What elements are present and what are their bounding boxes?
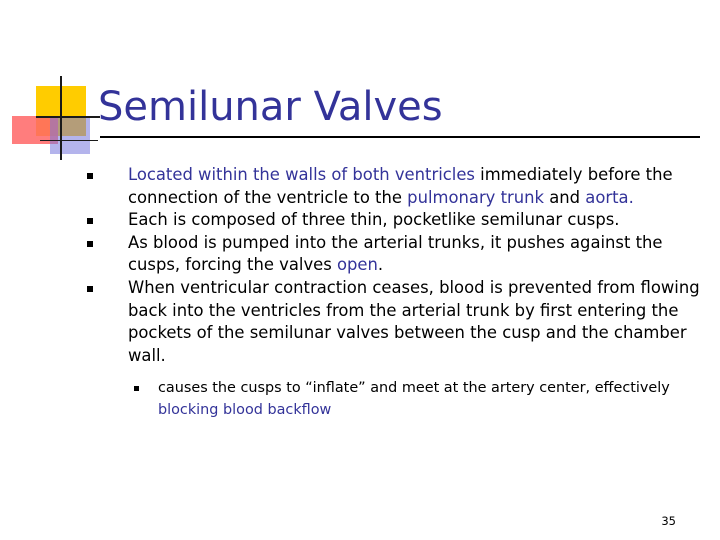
slide-title: Semilunar Valves <box>98 84 443 130</box>
bullet-text: When ventricular contraction ceases, blood is prevented from flowing back into the ventricles from the arterial trunk by first entering the pockets of the semilunar valves between the cusp and the chamber wall. <box>128 277 700 365</box>
logo-vertical-line <box>60 76 62 160</box>
bullet-square-icon <box>87 286 93 292</box>
bullet-item <box>70 277 710 367</box>
page-number: 35 <box>661 514 676 528</box>
sub-bullet-item <box>70 378 710 421</box>
bullet-list <box>70 164 710 421</box>
bullet-item <box>70 209 710 232</box>
bullet-text: As blood is pumped into the arterial trunks, it pushes against the cusps, forcing the valves open. <box>128 232 663 275</box>
logo-blue-block <box>50 118 90 154</box>
sub-bullet-square-icon <box>134 386 139 391</box>
bullet-square-icon <box>87 241 93 247</box>
bullet-item <box>70 232 710 277</box>
bullet-item <box>70 164 710 209</box>
slide-logo-graphic <box>0 0 110 170</box>
logo-horizontal-line <box>36 116 100 118</box>
bullet-square-icon <box>87 173 93 179</box>
bullet-square-icon <box>87 218 93 224</box>
sub-bullet-text: causes the cusps to “inflate” and meet at the artery center, effectively blocking blood backflow <box>158 380 670 418</box>
title-underline <box>100 136 700 138</box>
bullet-text: Each is composed of three thin, pocketlike semilunar cusps. <box>128 210 620 230</box>
logo-horizontal-line-2 <box>40 140 98 141</box>
bullet-text: Located within the walls of both ventricles immediately before the connection of the ventricle to the pulmonary trunk and aorta. <box>128 165 673 207</box>
